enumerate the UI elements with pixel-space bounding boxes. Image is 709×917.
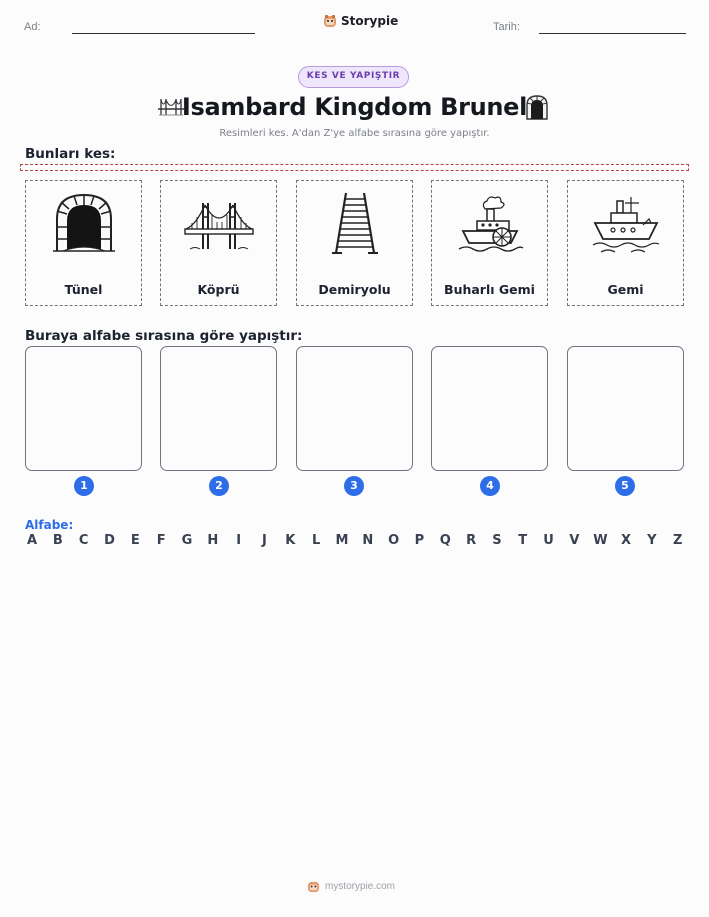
date-label: Tarih: bbox=[493, 21, 520, 33]
alphabet-row bbox=[25, 533, 685, 551]
paste-slot-1[interactable] bbox=[25, 346, 142, 471]
brand-name: Storypie bbox=[341, 14, 399, 28]
paste-slot-4[interactable] bbox=[431, 346, 548, 471]
alphabet-letter: Q bbox=[439, 533, 451, 548]
cut-heading: Bunları kes: bbox=[25, 146, 116, 162]
card-label: Demiryolu bbox=[318, 282, 391, 297]
cut-line bbox=[20, 164, 689, 171]
alphabet-letter: S bbox=[492, 533, 502, 548]
slot-number-5: 5 bbox=[615, 476, 635, 496]
instructions: Resimleri kes. A'dan Z'ye alfabe sırasına göre yapıştır. bbox=[219, 128, 490, 139]
alphabet-letter: U bbox=[543, 533, 554, 548]
card-ship[interactable] bbox=[567, 180, 684, 306]
card-railway[interactable] bbox=[296, 180, 413, 306]
alphabet-letter: X bbox=[621, 533, 632, 548]
footer-url[interactable]: mystorypie.com bbox=[325, 881, 396, 892]
slot-number-3: 3 bbox=[344, 476, 364, 496]
card-label: Tünel bbox=[64, 282, 103, 297]
storypie-mascot-icon bbox=[307, 880, 320, 893]
bridge-icon bbox=[184, 189, 254, 259]
title-row bbox=[0, 92, 709, 124]
alphabet-letter: B bbox=[52, 533, 63, 548]
alphabet-letter: E bbox=[130, 533, 140, 548]
ship-icon bbox=[591, 189, 661, 259]
alphabet-letter: A bbox=[26, 533, 38, 548]
alphabet-letter: F bbox=[156, 533, 166, 548]
brand-logo bbox=[323, 14, 398, 28]
footer bbox=[307, 880, 395, 893]
name-label: Ad: bbox=[24, 21, 41, 33]
alphabet-letter: C bbox=[78, 533, 89, 548]
alphabet-letter: M bbox=[335, 533, 349, 548]
card-label: Buharlı Gemi bbox=[444, 282, 535, 297]
card-tunnel[interactable] bbox=[25, 180, 142, 306]
alphabet-letter: K bbox=[285, 533, 296, 548]
slot-number-4: 4 bbox=[480, 476, 500, 496]
steamship-icon bbox=[455, 189, 525, 259]
alphabet-letter: Y bbox=[647, 533, 657, 548]
alphabet-letter: W bbox=[593, 533, 608, 548]
alphabet-letter: O bbox=[388, 533, 400, 548]
card-steamship[interactable] bbox=[431, 180, 548, 306]
paste-slot-3[interactable] bbox=[296, 346, 413, 471]
alphabet-letter: P bbox=[414, 533, 425, 548]
storypie-mascot-icon bbox=[323, 14, 337, 28]
alphabet-heading: Alfabe: bbox=[25, 518, 74, 532]
paste-heading: Buraya alfabe sırasına göre yapıştır: bbox=[25, 328, 303, 344]
alphabet-letter: I bbox=[236, 533, 242, 548]
alphabet-letter: T bbox=[518, 533, 528, 548]
card-label: Gemi bbox=[607, 282, 644, 297]
alphabet-letter: H bbox=[207, 533, 219, 548]
slot-number-1: 1 bbox=[74, 476, 94, 496]
name-line[interactable] bbox=[72, 33, 255, 34]
page-title: Isambard Kingdom Brunel bbox=[181, 93, 528, 121]
date-line[interactable] bbox=[539, 33, 686, 34]
railway-icon bbox=[320, 189, 390, 259]
slot-number-2: 2 bbox=[209, 476, 229, 496]
alphabet-letter: D bbox=[104, 533, 115, 548]
paste-slot-2[interactable] bbox=[160, 346, 277, 471]
tunnel-icon bbox=[525, 94, 549, 120]
alphabet-letter: N bbox=[362, 533, 374, 548]
alphabet-letter: Z bbox=[672, 533, 683, 548]
alphabet-letter: L bbox=[311, 533, 321, 548]
alphabet-letter: G bbox=[181, 533, 193, 548]
alphabet-letter: J bbox=[262, 533, 267, 548]
alphabet-letter: V bbox=[569, 533, 580, 548]
paste-slot-5[interactable] bbox=[567, 346, 684, 471]
activity-badge: KES VE YAPIŞTIR bbox=[298, 66, 409, 88]
tunnel-icon bbox=[49, 189, 119, 259]
card-label: Köprü bbox=[197, 282, 240, 297]
card-bridge[interactable] bbox=[160, 180, 277, 306]
alphabet-letter: R bbox=[466, 533, 477, 548]
